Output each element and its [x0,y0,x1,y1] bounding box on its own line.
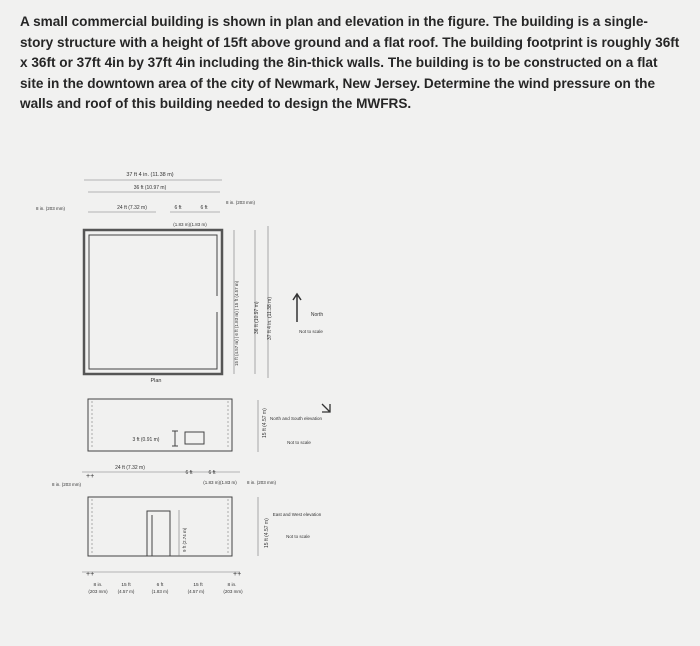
ew-bottom-tick-left: ++ [86,571,95,578]
ew-bottom-15ft-r-m: (4.57 m) [187,589,205,594]
plan-north-label: North [310,312,324,318]
plan-dim-inner: 36 ft (10.97 m) [133,185,167,191]
plan-vert-overall: 37 ft 4 in. (11.38 m) [267,297,273,340]
plan-vert-inner: 36 ft (10.97 m) [254,301,260,334]
ns-no-scale: Not to scale [287,440,311,445]
ns-height: 15 ft (4.57 m) [262,408,268,438]
ew-bottom-8in-r-m: (203 mm) [223,589,243,594]
east-west-elevation [52,465,322,594]
plan-wall-right: 8 in. (203 mm) [226,200,256,205]
plan-vert-segments: 15 ft (4.57 m) | 6 ft (1.83 m) | 15 ft (4.57 m) [234,280,239,366]
plan-dim-6ft-b: 6 ft [200,205,208,211]
ns-label: North and South elevation [269,416,323,421]
ew-bottom-15ft-r: 15 ft [193,583,203,588]
ew-bottom-15ft-l: 15 ft [121,583,131,588]
ew-height: 15 ft (4.57 m) [264,518,270,548]
plan-dim-6ft-a: 6 ft [174,205,182,211]
ew-door-height: 9 ft (2.74 m) [182,527,187,552]
problem-text: A small commercial building is shown in plan and elevation in the figure. The building is a single-story structure with a height of 15ft above ground and a flat roof. The building footprint is roughly 36ft x 36ft or 37ft 4in by 37ft 4in including the 8in-thick walls. The building is to be constructed on a flat site in the downtown area of the city of Newmark, New Jersey. Determine the wind pressure on the walls and roof of this building needed to design the MWFRS. [20,14,680,111]
plan-dim-6ft-metric: (1.83 m)(1.83 m) [173,222,207,227]
ew-wall-right: 8 in. (203 mm) [247,480,277,485]
ew-bottom-tick-right: ++ [233,571,242,578]
ew-tick-left: ++ [86,473,95,480]
ew-bottom-8in-r: 8 in. [227,583,237,588]
ew-bottom-8in-l-m: (203 mm) [88,589,108,594]
ew-bottom-15ft-l-m: (4.57 m) [117,589,135,594]
plan-view [36,172,323,384]
window [185,432,204,444]
plan-dim-overall: 37 ft 4 in. (11.38 m) [126,172,174,178]
north-south-elevation [88,399,330,452]
ew-bottom-6ft-m: (1.83 m) [151,589,169,594]
elevation-view-arrow-icon [322,404,330,412]
ew-bottom-6ft: 6 ft [156,583,164,588]
ew-dim-left: 24 ft (7.32 m) [115,465,145,471]
ns-door-dim: 3 ft (0.91 m) [132,437,160,443]
plan-no-scale: Not to scale [299,329,323,334]
plan-wall-left: 8 in. (203 mm) [36,206,66,211]
ew-label: East and West elevation [272,512,322,517]
ew-no-scale: Not to scale [286,534,310,539]
ew-dim-6ft-b: 6 ft [208,470,216,476]
ew-dim-metric: (1.83 m)(1.83 m) [203,480,237,485]
plan-dim-left: 24 ft (7.32 m) [117,205,147,211]
ew-bottom-8in-l: 8 in. [93,583,103,588]
ew-dim-6ft: 6 ft [185,470,193,476]
north-arrow-icon [293,294,301,322]
door [147,511,170,556]
ew-wall-left: 8 in. (203 mm) [52,482,82,487]
plan-caption: Plan [150,378,162,384]
